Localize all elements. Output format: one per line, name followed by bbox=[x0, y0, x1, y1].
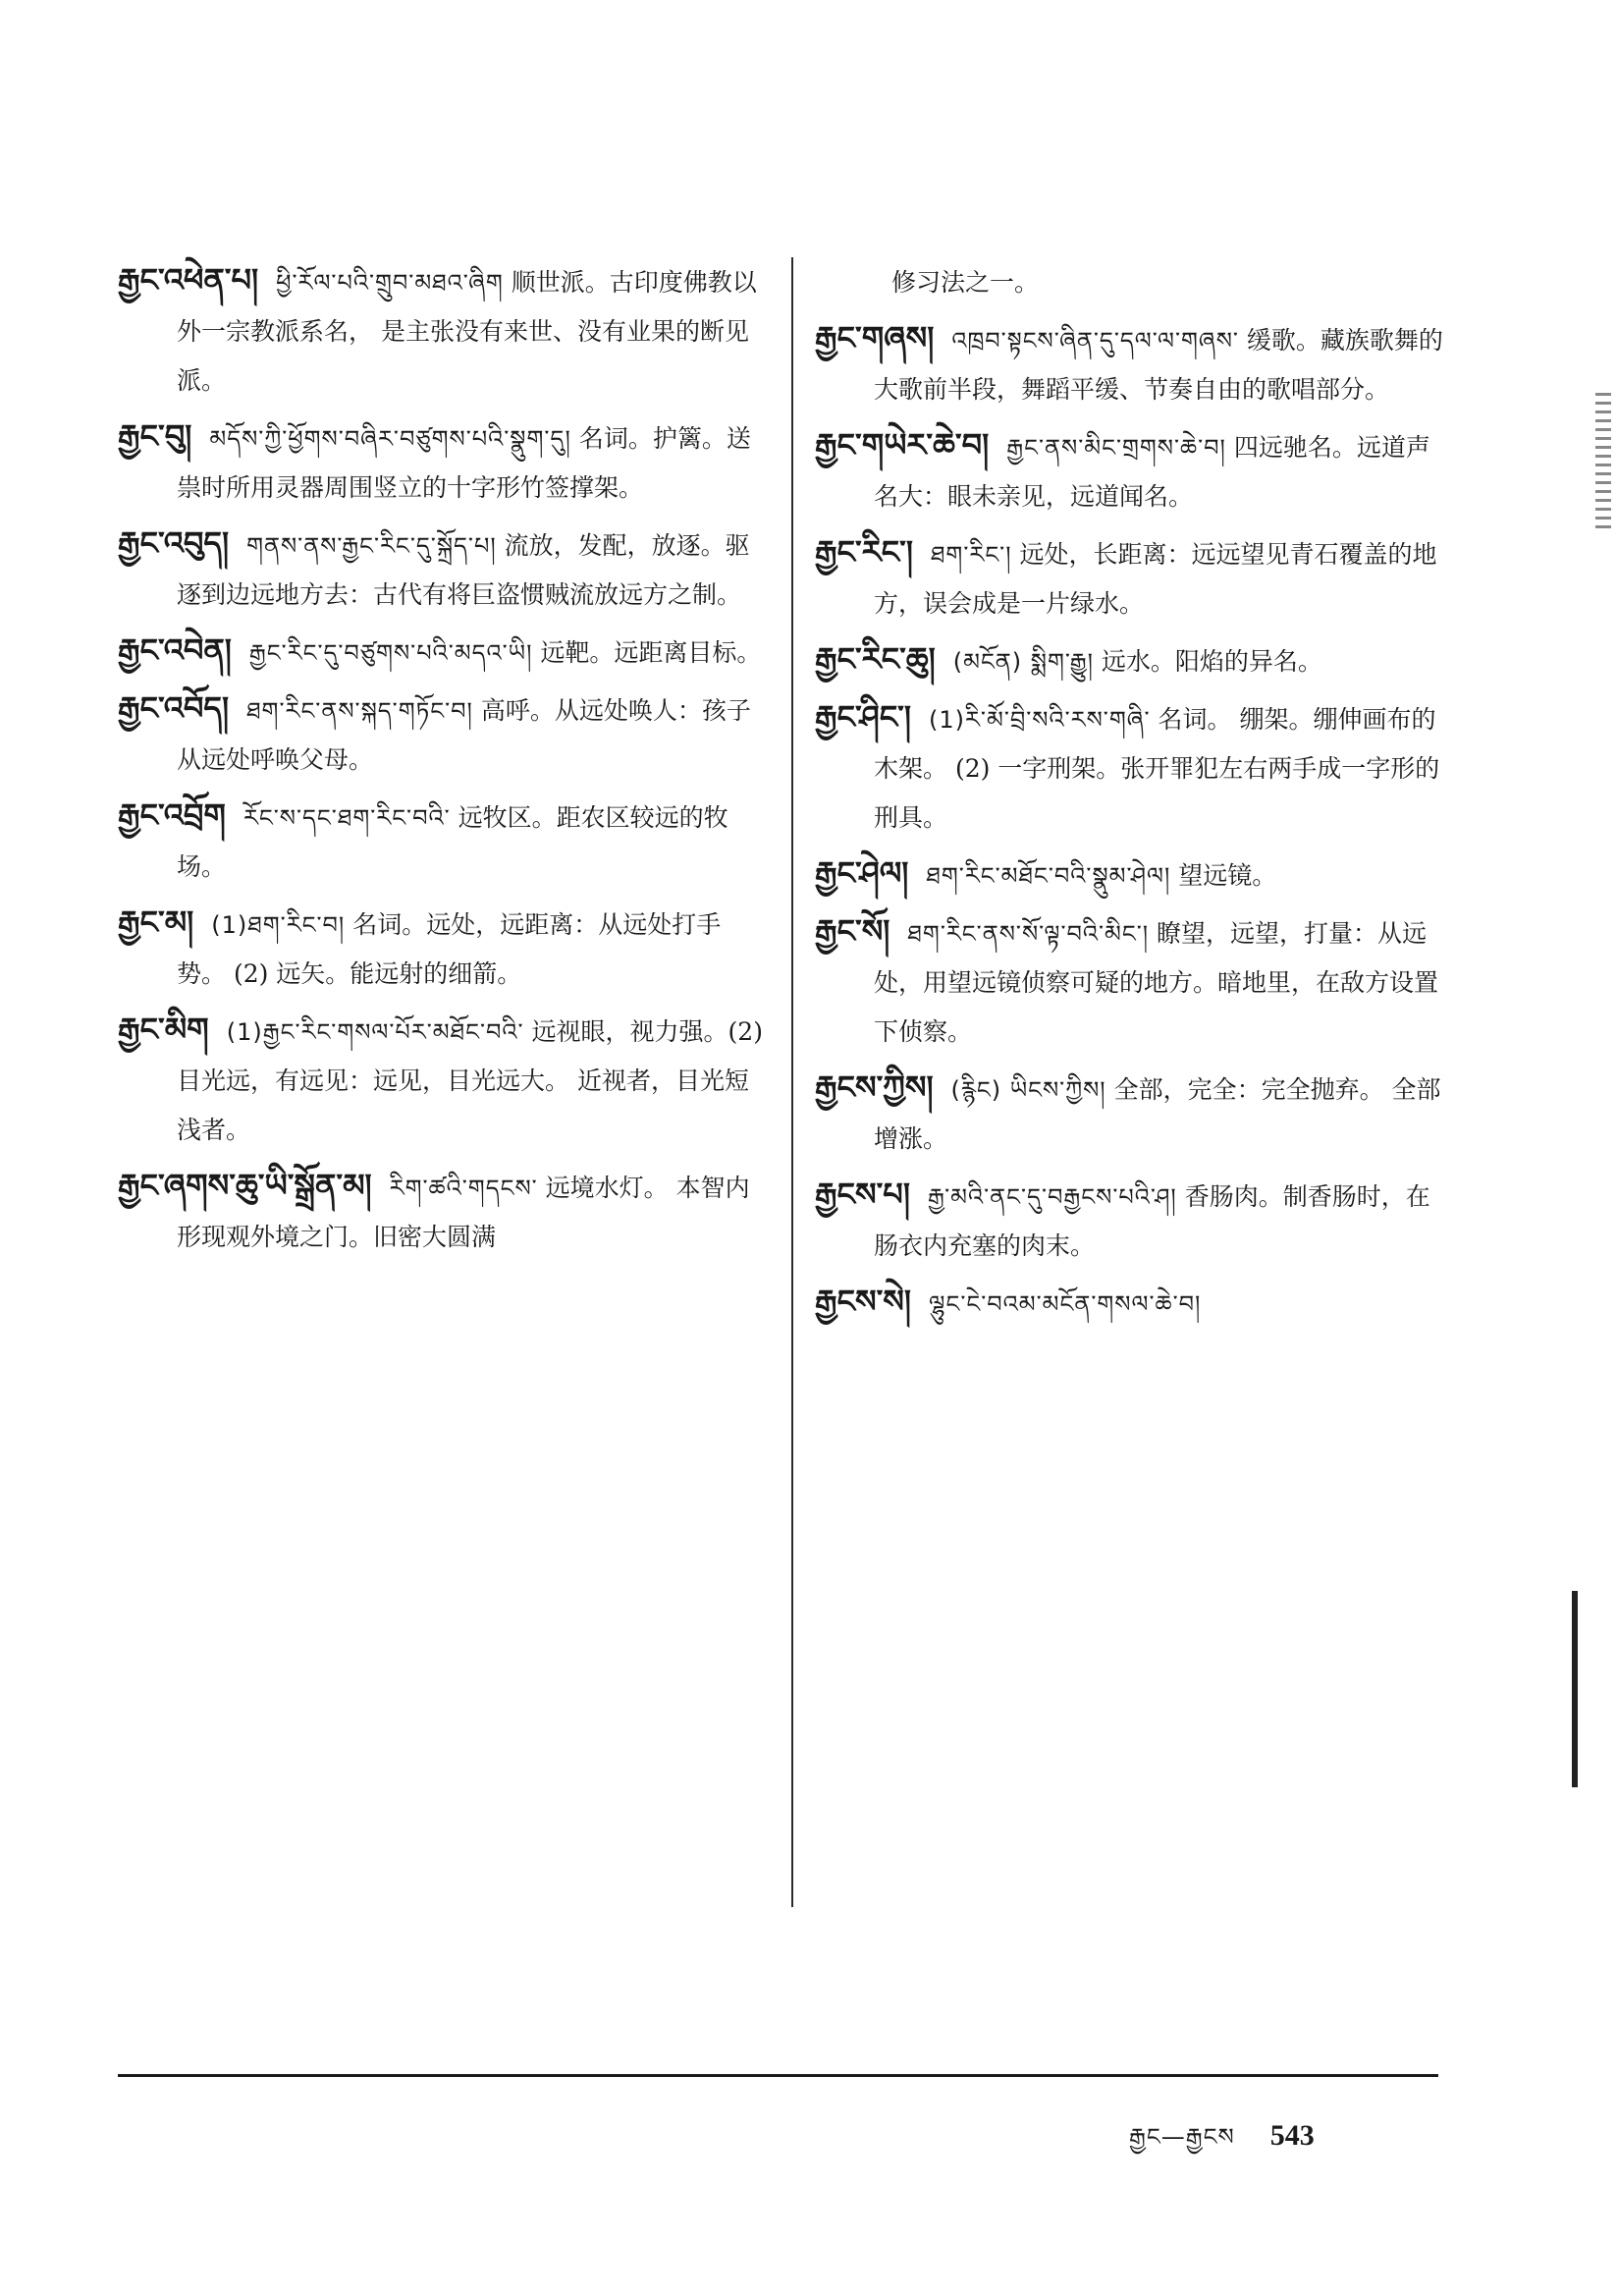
chinese-definition: 流放，发配，放逐。驱逐到边远地方去：古代有将巨盗惯贼流放远方之制。 bbox=[177, 531, 750, 609]
tibetan-definition: ཐག་རིང་མཐོང་བའི་སྣུམ་ཤེལ། bbox=[926, 862, 1171, 890]
tibetan-definition: གནས་ནས་རྒྱང་རིང་དུ་སྐྲོད་པ། bbox=[246, 532, 497, 560]
tibetan-definition: ལྷུང་ངེ་བའམ་མངོན་གསལ་ཆེ་བ། bbox=[929, 1290, 1202, 1318]
tibetan-definition: རིག་ཚའི་གདངས་ bbox=[389, 1175, 538, 1202]
entry bbox=[815, 420, 1453, 521]
tibetan-definition: (1)ཐག་རིང་བ། bbox=[211, 911, 346, 939]
scan-edge-bar bbox=[1572, 1591, 1578, 1787]
entry bbox=[118, 1161, 766, 1262]
chinese-definition: 望远镜。 bbox=[1178, 861, 1277, 890]
page-footer bbox=[1129, 2111, 1315, 2177]
entry bbox=[815, 906, 1453, 1057]
tibetan-definition: ཐག་རིང་ནས་སོ་ལྟ་བའི་མིང་། bbox=[907, 920, 1150, 948]
tibetan-definition: (1)རྒྱང་རིང་གསལ་པོར་མཐོང་བའི་ bbox=[226, 1018, 524, 1046]
entry bbox=[815, 634, 1453, 686]
headword: རྒྱང་འབུད། bbox=[118, 524, 230, 562]
tibetan-definition: རྒྱ་མའི་ནང་དུ་བརྒྱངས་པའི་ཤ། bbox=[927, 1183, 1177, 1211]
entry bbox=[815, 692, 1453, 843]
tibetan-definition: རྒྱང་རིང་དུ་བཙུགས་པའི་མདའ་ཡི། bbox=[248, 639, 533, 667]
headword: རྒྱང་འབྲོག bbox=[118, 796, 226, 834]
entry bbox=[118, 1005, 766, 1155]
chinese-definition: 远牧区。距农区较远的牧场。 bbox=[177, 803, 728, 881]
chinese-definition: 远处，长距离：远远望见青石覆盖的地方，误会成是一片绿水。 bbox=[874, 540, 1437, 618]
headword: རྒྱངས་སེ། bbox=[815, 1283, 912, 1320]
tibetan-definition: ཕྱི་རོལ་པའི་གྲུབ་མཐའ་ཞིག bbox=[276, 269, 504, 297]
chinese-definition: 名词。远处，远距离：从远处打手势。 (2) 远矢。能远射的细箭。 bbox=[177, 910, 722, 988]
headword: རྒྱང་ཞགས་ཆུ་ཡི་སྒྲོན་མ། bbox=[118, 1167, 372, 1204]
continued-text bbox=[815, 255, 1453, 307]
scan-edge-marks bbox=[1595, 393, 1611, 530]
entry bbox=[118, 255, 766, 406]
headword: རྒྱང་ཤེལ། bbox=[815, 854, 909, 892]
chinese-definition: 远靶。远距离目标。 bbox=[540, 638, 762, 667]
tibetan-definition: མདོས་ཀྱི་ཕྱོགས་བཞིར་བཙུགས་པའི་སྣུག་དུ། bbox=[209, 425, 571, 453]
headword: རྒྱང་གཞས། bbox=[815, 319, 935, 356]
column-divider bbox=[791, 257, 793, 1907]
headword: རྒྱང་རིང་། bbox=[815, 533, 913, 571]
entry bbox=[118, 626, 766, 678]
chinese-definition: 高呼。从远处唤人：孩子从远处呼唤父母。 bbox=[177, 696, 751, 774]
chinese-definition: 名词。 绷架。绷伸画布的木架。 (2) 一字刑架。张开罪犯左右两手成一字形的刑具。 bbox=[874, 705, 1440, 832]
chinese-definition: 远视眼，视力强。(2) 目光远，有远见：远见，目光远大。 近视者，目光短浅者。 bbox=[177, 1017, 763, 1144]
chinese-definition: 名词。护篱。送祟时所用灵器周围竖立的十字形竹签撑架。 bbox=[177, 424, 751, 502]
entry bbox=[118, 411, 766, 513]
chinese-definition: 远境水灯。 本智内形现观外境之门。旧密大圆满 bbox=[177, 1174, 750, 1251]
entry bbox=[118, 683, 766, 785]
entry bbox=[815, 527, 1453, 629]
chinese-definition: 香肠肉。制香肠时，在肠衣内充塞的肉末。 bbox=[874, 1182, 1430, 1260]
headword: རྒྱང་མ། bbox=[118, 903, 194, 941]
tibetan-definition: ཐག་རིང་། bbox=[930, 541, 1012, 569]
headword: རྒྱང་ཤིང་། bbox=[815, 698, 911, 736]
chinese-definition: 顺世派。古印度佛教以外一宗教派系名， 是主张没有来世、没有业果的断见派。 bbox=[177, 268, 757, 395]
headword: རྒྱངས་ཀྱིས། bbox=[815, 1068, 934, 1106]
tibetan-definition: རོང་ས་དང་ཐག་རིང་བའི་ bbox=[243, 804, 451, 832]
headword: རྒྱང་མིག bbox=[118, 1011, 209, 1048]
chinese-definition: 四远驰名。远道声名大：眼未亲见，远道闻名。 bbox=[874, 433, 1430, 511]
entry bbox=[815, 848, 1453, 901]
headword: རྒྱང་འབོད། bbox=[118, 689, 230, 727]
entry bbox=[118, 519, 766, 620]
entry bbox=[815, 1277, 1453, 1329]
page-number: 543 bbox=[1269, 2119, 1315, 2152]
footer-range: རྒྱང—རྒྱངས bbox=[1129, 2123, 1235, 2151]
right-column bbox=[815, 255, 1453, 1335]
chinese-definition: 全部，完全：完全抛弃。 全部增涨。 bbox=[874, 1075, 1441, 1153]
entry bbox=[118, 898, 766, 999]
tibetan-definition: (1)རི་མོ་བྲི་སའི་རས་གཞི་ bbox=[928, 706, 1151, 734]
left-column bbox=[118, 255, 766, 1268]
tibetan-definition: ཐག་རིང་ནས་སྐད་གཏོང་བ། bbox=[246, 697, 473, 725]
tibetan-definition: འཁྲབ་སྟངས་ཞིན་དུ་དལ་ལ་གཞས་ bbox=[951, 327, 1239, 355]
headword: རྒྱངས་པ། bbox=[815, 1175, 910, 1213]
tibetan-definition: རྒྱང་ནས་མིང་གྲགས་ཆེ་བ། bbox=[1006, 434, 1226, 462]
chinese-definition: 瞭望，远望，打量：从远处，用望远镜侦察可疑的地方。暗地里，在敌方设置下侦察。 bbox=[874, 919, 1439, 1046]
entry bbox=[815, 1170, 1453, 1271]
chinese-definition: 修习法之一。 bbox=[891, 268, 1040, 297]
footer-rule bbox=[118, 2074, 1438, 2077]
tibetan-definition: (རྙིང) ཡིངས་ཀྱིས། bbox=[950, 1076, 1106, 1104]
tibetan-definition: (མངོན) སྨིག་རྒྱུ། bbox=[952, 648, 1094, 676]
headword: རྒྱང་རིང་ཆུ། bbox=[815, 640, 936, 678]
headword: རྒྱང་འཕེན་པ། bbox=[118, 261, 259, 299]
chinese-definition: 远水。阳焰的异名。 bbox=[1101, 647, 1322, 676]
headword: རྒྱང་འབེན། bbox=[118, 631, 232, 669]
chinese-definition: 缓歌。藏族歌舞的大歌前半段，舞蹈平缓、节奏自由的歌唱部分。 bbox=[874, 326, 1443, 404]
entry bbox=[815, 1063, 1453, 1164]
entry bbox=[118, 791, 766, 892]
headword: རྒྱང་སོ། bbox=[815, 912, 890, 950]
headword: རྒྱང་བུ། bbox=[118, 417, 192, 455]
headword: རྒྱང་གཡེར་ཆེ་བ། bbox=[815, 426, 990, 464]
entry bbox=[815, 313, 1453, 414]
